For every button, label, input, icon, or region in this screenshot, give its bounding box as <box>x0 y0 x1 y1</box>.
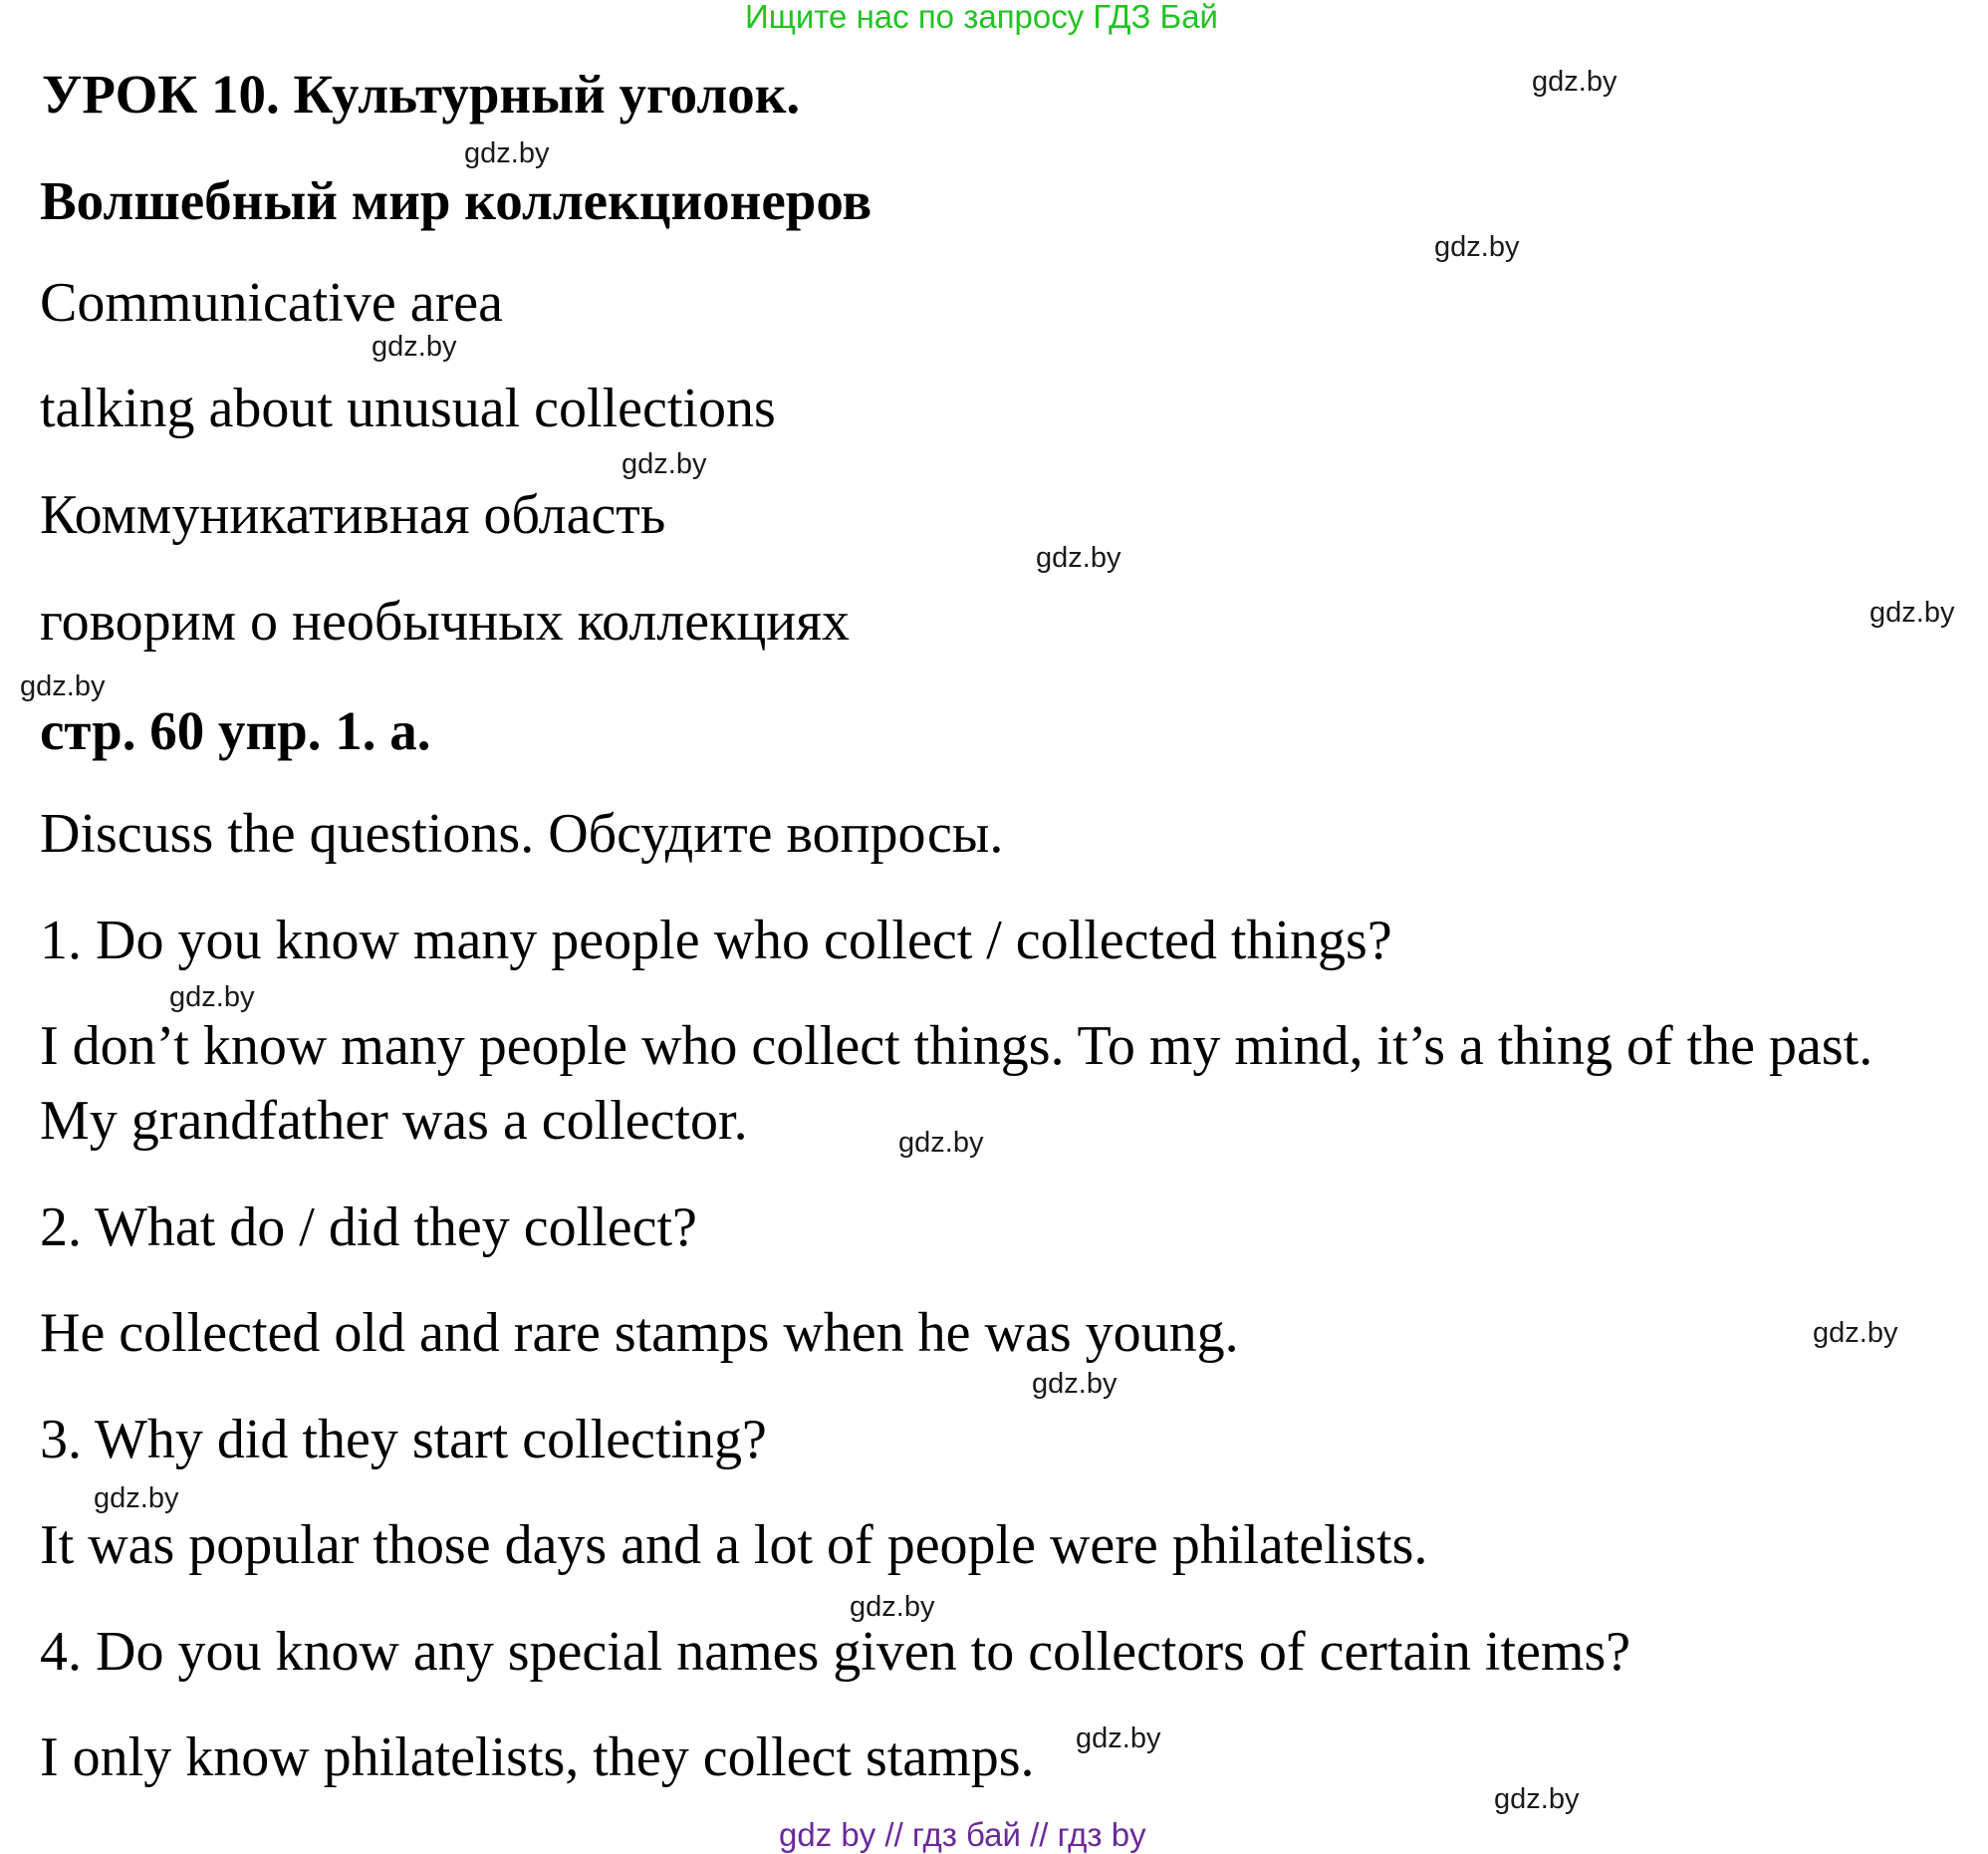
watermark: gdz.by <box>1494 1783 1580 1815</box>
instruction-text: Discuss the questions. Обсудите вопросы. <box>40 803 1004 865</box>
watermark: gdz.by <box>1036 542 1121 574</box>
watermark: gdz.by <box>464 137 550 169</box>
watermark: gdz.by <box>1869 597 1955 629</box>
answer-1-line-2: My grandfather was a collector. <box>40 1090 748 1152</box>
exercise-heading: стр. 60 упр. 1. а. <box>40 700 431 761</box>
watermark: gdz.by <box>898 1127 984 1159</box>
lesson-title: УРОК 10. Культурный уголок. <box>42 64 801 125</box>
question-3: 3. Why did they start collecting? <box>40 1409 767 1470</box>
watermark: gdz.by <box>372 331 457 363</box>
topic-en: talking about unusual collections <box>40 378 776 439</box>
watermark: gdz.by <box>94 1482 179 1514</box>
question-4: 4. Do you know any special names given to collectors of certain items? <box>40 1621 1631 1683</box>
watermark: gdz.by <box>1813 1317 1898 1349</box>
communicative-area-ru: Коммуникативная область <box>40 484 666 546</box>
watermark: gdz.by <box>621 448 707 480</box>
topic-ru: говорим о необычных коллекциях <box>40 591 851 653</box>
answer-1-line-1: I don’t know many people who collect things. To my mind, it’s a thing of the past. <box>40 1015 1873 1077</box>
watermark: gdz.by <box>1532 66 1617 98</box>
watermark: gdz.by <box>1032 1368 1118 1400</box>
answer-4: I only know philatelists, they collect stamps. <box>40 1726 1035 1788</box>
watermark: gdz.by <box>1434 231 1520 263</box>
search-hint-banner: Ищите нас по запросу ГДЗ Бай <box>745 0 1218 35</box>
answer-3: It was popular those days and a lot of people were philatelists. <box>40 1514 1428 1576</box>
question-2: 2. What do / did they collect? <box>40 1196 697 1258</box>
watermark: gdz.by <box>169 981 255 1013</box>
answer-2: He collected old and rare stamps when he was young. <box>40 1302 1239 1364</box>
lesson-subtitle: Волшебный мир коллекционеров <box>40 170 872 231</box>
watermark: gdz.by <box>1076 1722 1161 1754</box>
watermark: gdz.by <box>850 1591 935 1623</box>
question-1: 1. Do you know many people who collect / collected things? <box>40 910 1392 971</box>
watermark: gdz.by <box>20 670 106 702</box>
communicative-area-en: Communicative area <box>40 272 503 334</box>
footer-links: gdz by // гдз бай // гдз by <box>779 1816 1146 1853</box>
